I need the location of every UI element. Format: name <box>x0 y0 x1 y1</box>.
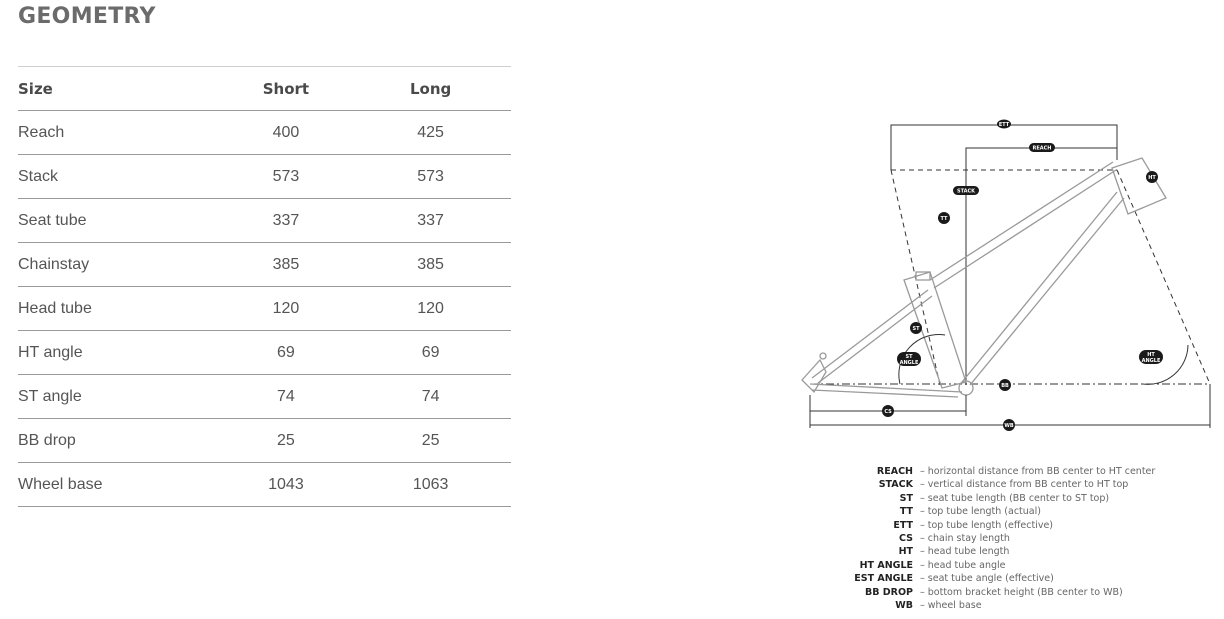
svg-text:CS: CS <box>884 408 892 415</box>
legend-item <box>832 519 1155 532</box>
legend-item <box>832 492 1155 505</box>
table-row <box>18 111 511 155</box>
row-short-value: 385 <box>222 243 351 287</box>
legend-abbr: ST <box>899 492 913 504</box>
legend-desc: – vertical distance from BB center to HT top <box>920 479 1129 491</box>
table-row <box>18 331 511 375</box>
row-long-value: 1063 <box>350 463 511 507</box>
ett-badge <box>997 120 1011 129</box>
table-header-row <box>18 67 511 111</box>
row-short-value: 1043 <box>222 463 351 507</box>
svg-text:ST: ST <box>905 354 913 360</box>
table-row <box>18 155 511 199</box>
row-long-value: 25 <box>350 419 511 463</box>
legend-desc: – head tube angle <box>920 559 1006 571</box>
row-label: Head tube <box>18 287 222 331</box>
page-title: GEOMETRY <box>18 4 156 29</box>
row-label: BB drop <box>18 419 222 463</box>
legend-item <box>832 545 1155 558</box>
reach-badge <box>1029 143 1055 152</box>
legend-desc: – top tube length (actual) <box>920 506 1041 518</box>
row-short-value: 74 <box>222 375 351 419</box>
svg-text:REACH: REACH <box>1032 145 1052 152</box>
legend-item <box>832 532 1155 545</box>
legend-desc: – wheel base <box>920 600 982 612</box>
row-short-value: 400 <box>222 111 351 155</box>
row-long-value: 385 <box>350 243 511 287</box>
row-short-value: 25 <box>222 419 351 463</box>
legend-abbr: REACH <box>876 466 913 477</box>
legend-abbr: BB DROP <box>864 586 913 598</box>
svg-text:TT: TT <box>940 215 948 222</box>
svg-text:ANGLE: ANGLE <box>899 360 919 366</box>
row-long-value: 69 <box>350 331 511 375</box>
legend-desc: – horizontal distance from BB center to HT center <box>920 466 1156 477</box>
row-long-value: 120 <box>350 287 511 331</box>
row-label: HT angle <box>18 331 222 375</box>
legend-abbr: EST ANGLE <box>854 573 913 585</box>
row-label: Wheel base <box>18 463 222 507</box>
legend-desc: – seat tube length (BB center to ST top) <box>920 492 1110 504</box>
head-angle-guide <box>1117 170 1210 384</box>
legend-desc: – head tube length <box>920 546 1010 558</box>
table-row <box>18 375 511 419</box>
legend-desc: – bottom bracket height (BB center to WB) <box>920 586 1123 598</box>
bb-badge <box>999 379 1011 391</box>
legend-item <box>832 505 1155 518</box>
legend-item <box>832 586 1155 599</box>
row-long-value: 425 <box>350 111 511 155</box>
row-label: Reach <box>18 111 222 155</box>
row-label: Stack <box>18 155 222 199</box>
row-long-value: 573 <box>350 155 511 199</box>
legend-abbr: STACK <box>878 479 913 491</box>
svg-text:HT: HT <box>1147 352 1155 358</box>
header-short: Short <box>222 67 351 111</box>
table-row <box>18 419 511 463</box>
legend-item <box>832 599 1155 612</box>
frame-geometry-diagram <box>790 100 1220 440</box>
row-label: Chainstay <box>18 243 222 287</box>
legend-abbr: CS <box>899 533 913 545</box>
legend-item <box>832 478 1155 491</box>
legend-abbr: TT <box>899 506 913 518</box>
legend-desc: – seat tube angle (effective) <box>920 573 1054 585</box>
legend-abbr: HT ANGLE <box>859 559 913 571</box>
ht-badge <box>1146 171 1158 183</box>
table-row <box>18 199 511 243</box>
svg-text:WB: WB <box>1004 422 1014 429</box>
header-long: Long <box>350 67 511 111</box>
legend-item <box>832 572 1155 585</box>
row-long-value: 74 <box>350 375 511 419</box>
svg-text:HT: HT <box>1148 174 1156 181</box>
header-size: Size <box>18 67 222 111</box>
row-short-value: 573 <box>222 155 351 199</box>
svg-text:BB: BB <box>1001 382 1009 389</box>
geometry-table <box>18 66 511 507</box>
table-row <box>18 463 511 507</box>
legend-abbr: WB <box>895 600 913 612</box>
svg-text:ANGLE: ANGLE <box>1141 358 1161 364</box>
legend-item <box>832 465 1155 478</box>
wb-badge <box>1003 419 1015 431</box>
table-row <box>18 243 511 287</box>
svg-text:ST: ST <box>912 325 920 332</box>
legend-abbr: HT <box>898 546 913 558</box>
st-angle-badge <box>897 352 921 366</box>
row-long-value: 337 <box>350 199 511 243</box>
ht-angle-badge <box>1139 350 1163 364</box>
stack-badge <box>953 186 979 195</box>
tt-badge <box>938 212 950 224</box>
cs-badge <box>882 405 894 417</box>
table-row <box>18 287 511 331</box>
legend-desc: – chain stay length <box>920 533 1010 545</box>
legend-item <box>832 559 1155 572</box>
row-short-value: 120 <box>222 287 351 331</box>
legend-abbr: ETT <box>893 519 913 531</box>
st-badge <box>910 322 922 334</box>
svg-text:ETT: ETT <box>998 121 1010 128</box>
legend-desc: – top tube length (effective) <box>920 519 1053 531</box>
row-label: ST angle <box>18 375 222 419</box>
svg-text:STACK: STACK <box>956 188 976 195</box>
row-short-value: 69 <box>222 331 351 375</box>
bike-frame <box>802 158 1166 397</box>
row-label: Seat tube <box>18 199 222 243</box>
row-short-value: 337 <box>222 199 351 243</box>
diagram-legend <box>832 465 1155 612</box>
